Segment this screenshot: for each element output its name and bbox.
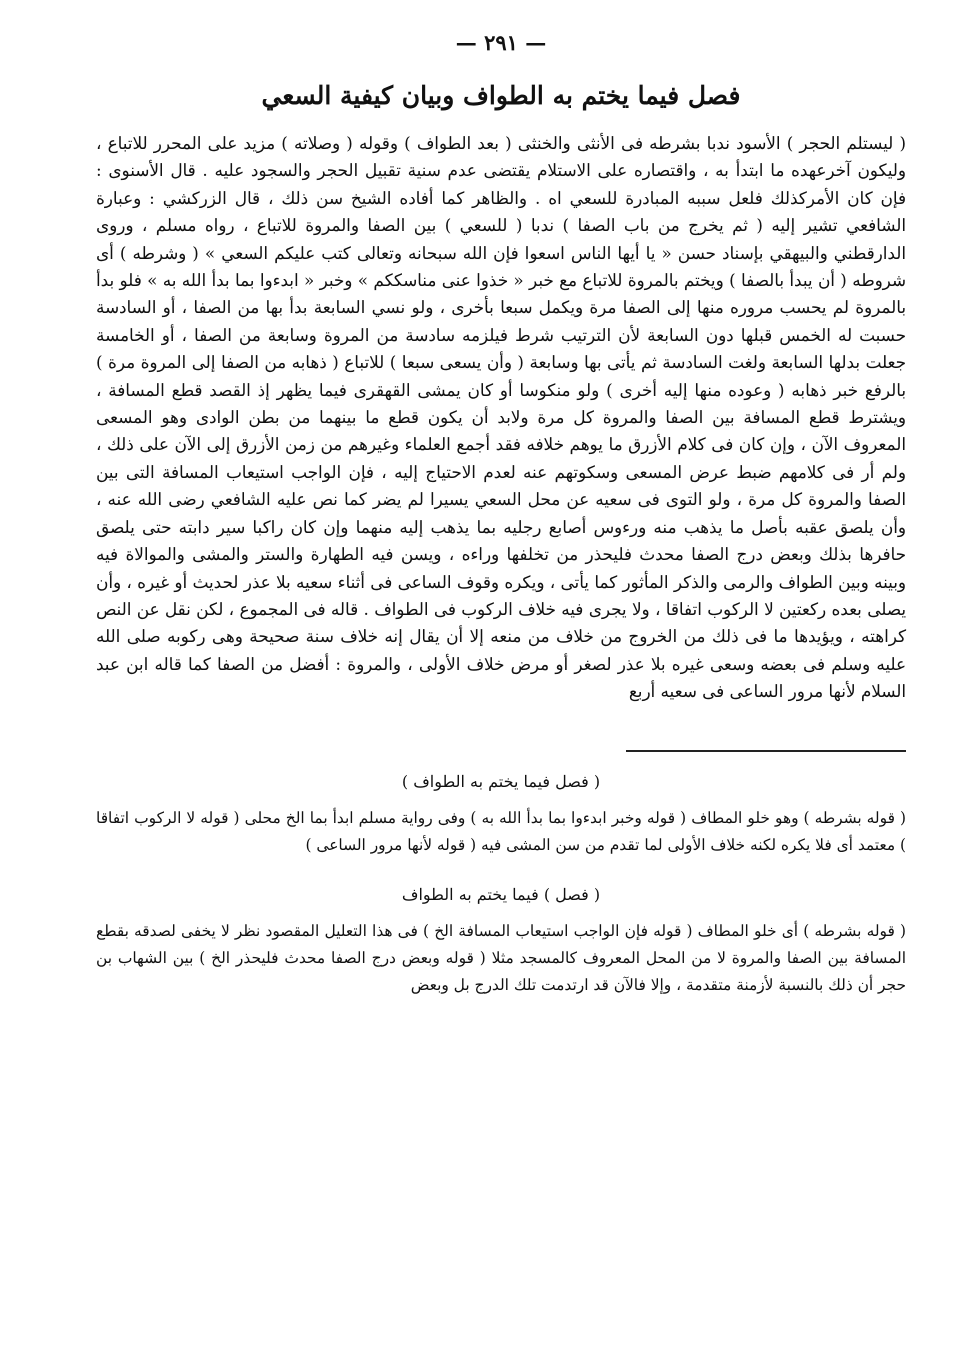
commentary-text-2: ( قوله بشرطه ) أى خلو المطاف ( قوله فإن الواجب استيعاب المسافة الخ ) فى هذا التعليل المقصود نظر لا يخفى لصدقه بقطع المسافة بين الصفا والمروة لا من المحل المعروف كالمسجد مثلا ( قوله وبعض درج الصفا محدث فليحذر الخ ) بين الشهاب بن حجر أن ذلك بالنسبة لأزمنة متقدمة ، وإلا فالآن قد ارتدمت تلك الدرج بل وبعض bbox=[96, 921, 906, 994]
commentary-section-2 bbox=[96, 885, 906, 999]
main-text-body: ( ليستلم الحجر ) الأسود ندبا بشرطه فى الأنثى والخنثى ( بعد الطواف ) وقوله ( وصلاته ) مزيد على المحرر للاتباع ، وليكون آخرعهده ما ابتدأ به ، واقتصاره على الاستلام يقتضى عدم سنية تقبيل الحجر والسجود عليه . قال الأسنوى : فإن كان الأمركذلك فلعل سببه المبادرة للسعي اه . والظاهر كما أفاده الشيخ سن ذلك ، قال الزركشي : وعبارة الشافعي تشير إليه ( ثم يخرج من باب الصفا ) ندبا ( للسعي ) بين الصفا والمروة للاتباع ، رواه مسلم ، وروى الدارقطني والبيهقي بإسناد حسن « يا أيها الناس اسعوا فإن الله سبحانه وتعالى كتب عليكم السعي » ( وشرطه ) أى شروطه ( أن يبدأ بالصفا ) ويختم بالمروة للاتباع مع خبر « خذوا عنى مناسككم » وخبر « ابدءوا بما بدأ الله به » فلو بدأ بالمروة لم يحسب مروره منها إلى الصفا مرة ويكمل سبعا بأخرى ، ولو نسي السابعة بدأ بها من الصفا ، أو السادسة حسبت له الخمس قبلها دون السابعة لأن الترتيب شرط فيلزمه سادسة من المروة وسابعة من الصفا ، أو الخامسة جعلت بدلها السابعة ولغت السادسة ثم يأتى بها وسابعة ( وأن يسعى سبعا ) للاتباع ( ذهابه من الصفا إلى المروة مرة ) بالرفع خبر ذهابه ( وعوده منها إليه أخرى ) ولو منكوسا أو كان يمشى القهقرى فيما يظهر إذ القصد قطع المسافة ، ويشترط قطع المسافة بين الصفا والمروة كل مرة ولابد أن يكون قطع ما بينهما من بطن الوادى وهو المسعى المعروف الآن ، وإن كان فى كلام الأزرق ما يوهم خلافه فقد أجمع العلماء وغيرهم من زمن الأزرق إلى الآن على ذلك ، ولم أر فى كلامهم ضبط عرض المسعى وسكوتهم عنه لعدم الاحتياج إليه ، فإن الواجب استيعاب المسافة التى بين الصفا والمروة كل مرة ، ولو التوى فى سعيه عن محل السعي يسيرا لم يضر كما نص عليه الشافعي رضى الله عنه ، وأن يلصق عقبه بأصل ما يذهب منه ورءوس أصابع رجليه بما يذهب إليه منهما وإن كان راكبا سير دابته حتى يلصق حافرها بذلك وبعض درج الصفا محدث فليحذر من تخلفها وراءه ، ويسن فيه الطهارة والستر والمشى والموالاة فيه وبينه وبين الطواف والرمى والذكر المأثور كما يأتى ، ويكره وقوف الساعى فى أثناء سعيه بلا عذر لحديث أو غيره ، وأن يصلى بعده ركعتين لا الركوب اتفاقا ، ولا يجرى فيه خلاف الركوب فى الطواف . قاله فى المجموع ، لكن نقل عن النص كراهته ، ويؤيدها ما فى ذلك من الخروج من خلاف من منعه إلا أن يقال إنه خلاف سنة صحيحة وهى ركوبه صلى الله عليه وسلم فى بعضه وسعى غيره بلا عذر لصغر أو مرض خلاف الأولى ، والمروة : أفضل من الصفا كما قاله ابن عبد السلام لأنها مرور الساعى فى سعيه أربع bbox=[96, 133, 906, 702]
commentary-section-1 bbox=[96, 772, 906, 859]
page-number: — ٢٩١ — bbox=[455, 30, 547, 55]
chapter-title: فصل فيما يختم به الطواف وبيان كيفية السعي bbox=[261, 81, 741, 110]
commentary-text-1: ( قوله بشرطه ) وهو خلو المطاف ( قوله وخبر ابدءوا بما بدأ الله به ) وفى رواية مسلم ابدأ بما الخ محلى ( قوله لا الركوب اتفاقا ) معتمد أى فلا يكره لكنه خلاف الأولى لما تقدم من سن المشى فيه ( قوله لأنها مرور الساعى ) bbox=[96, 808, 906, 854]
document-page bbox=[96, 30, 906, 999]
footnote-divider bbox=[626, 750, 906, 752]
commentary-title-2: ( فصل ) فيما يختم به الطواف bbox=[401, 884, 601, 904]
section-gap bbox=[96, 859, 906, 885]
commentary-title-1: ( فصل فيما يختم به الطواف ) bbox=[401, 771, 601, 791]
